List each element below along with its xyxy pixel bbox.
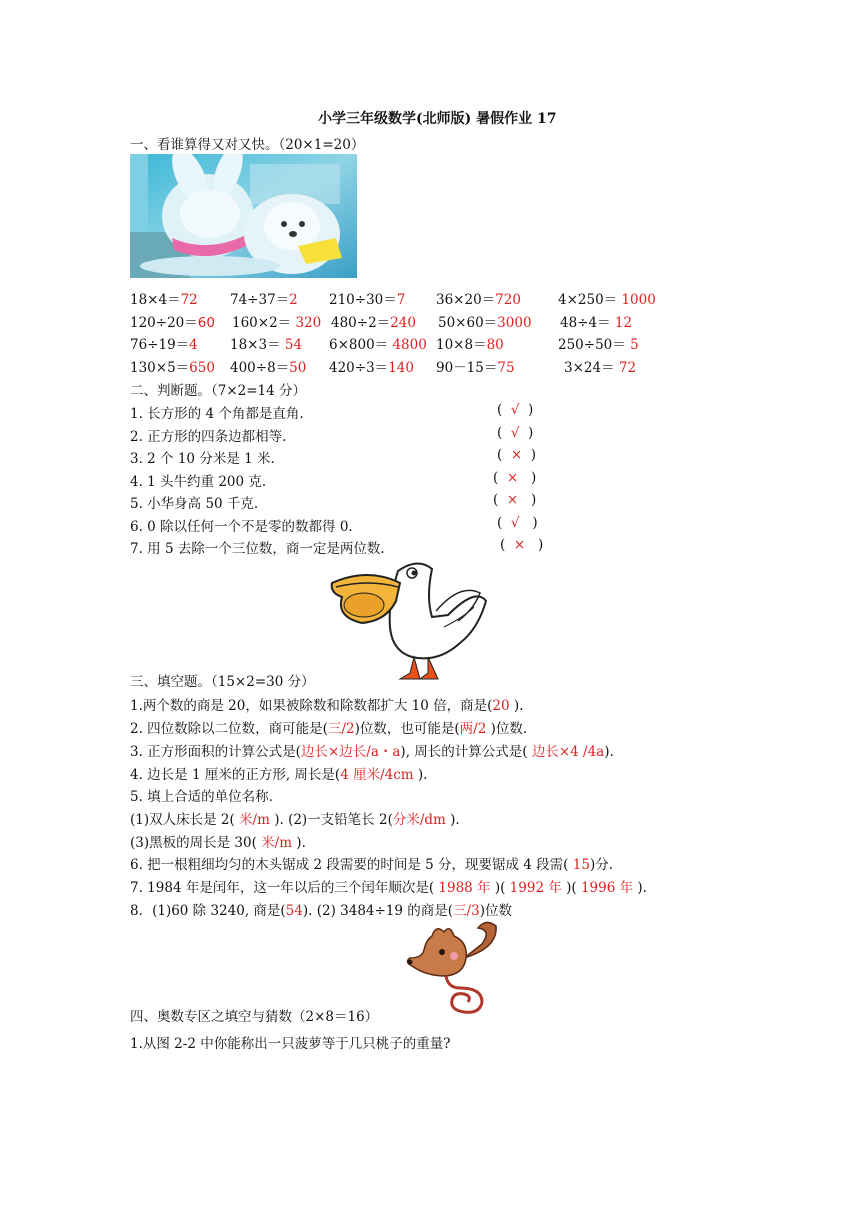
calc-item: 36×20＝720 [436, 292, 521, 308]
calc-item: 10×8＝80 [436, 337, 504, 353]
judge-item: 2. 正方形的四条边都相等. [130, 429, 287, 445]
fill-item-1: 1.两个数的商是 20，如果被除数和除数都扩大 10 倍，商是(20 ). [130, 698, 524, 714]
fill-item-6: 6. 把一根粗细均匀的木头锯成 2 段需要的时间是 5 分，现要锯成 4 段需( 15)分. [130, 857, 613, 873]
rabbit-bear-illustration [130, 154, 357, 278]
fill-item-5-1: (1)双人床长是 2( 米/m ). (2)一支铅笔长 2(分米/dm ). [130, 812, 460, 828]
calc-item: 120÷20＝60 [130, 315, 215, 331]
judge-item: 3. 2 个 10 分米是 1 米. [130, 451, 275, 467]
judge-item: 6. 0 除以任何一个不是零的数都得 0. [130, 519, 353, 535]
judge-answer: ( √ ) [497, 425, 534, 441]
calc-item: 48÷4＝ 12 [560, 315, 633, 331]
section3-heading: 三、填空题。（15×2=30 分） [130, 674, 315, 690]
section2-heading: 二、判断题。（7×2=14 分） [130, 383, 307, 399]
calc-item: 480÷2＝240 [331, 315, 416, 331]
fill-item-2: 2. 四位数除以二位数，商可能是(三/2)位数，也可能是(两/2 )位数. [130, 721, 528, 737]
calc-item: 3×24＝ 72 [564, 360, 637, 376]
judge-answer: ( × ) [500, 537, 544, 553]
squirrel-illustration [402, 918, 502, 1014]
calc-item: 250÷50＝ 5 [558, 337, 639, 353]
judge-item: 5. 小华身高 50 千克. [130, 496, 259, 512]
calc-item: 18×4＝72 [130, 292, 198, 308]
judge-item: 7. 用 5 去除一个三位数，商一定是两位数. [130, 541, 385, 557]
judge-answer: ( × ) [497, 447, 537, 463]
calc-item: 18×3＝ 54 [230, 337, 303, 353]
judge-answer: ( × ) [493, 470, 537, 486]
judge-answer: ( × ) [493, 492, 537, 508]
calc-item: 400÷8＝50 [230, 360, 307, 376]
judge-answer: ( √ ) [497, 515, 538, 531]
section4-heading: 四、奥数专区之填空与猜数（2×8＝16） [130, 1009, 379, 1025]
fill-item-4: 4. 边长是 1 厘米的正方形, 周长是(4 厘米/4cm ). [130, 767, 428, 783]
fill-item-7: 7. 1984 年是闰年，这一年以后的三个闰年顺次是( 1988 年 )( 1992 年 )( 1996 年 ). [130, 880, 647, 896]
calc-item: 130×5＝650 [130, 360, 215, 376]
calc-item: 76÷19＝4 [130, 337, 198, 353]
fill-item-5-3: (3)黑板的周长是 30( 米/m ). [130, 835, 306, 851]
judge-answer: ( √ ) [497, 402, 534, 418]
calc-item: 6×800＝ 4800 [329, 337, 427, 353]
calc-item: 90－15＝75 [436, 360, 515, 376]
page-title: 小学三年级数学(北师版) 暑假作业 17 [318, 111, 557, 127]
calc-item: 50×60＝3000 [438, 315, 532, 331]
calc-item: 210÷30＝7 [329, 292, 406, 308]
fill-item-3: 3. 正方形面积的计算公式是(边长×边长/a・a), 周长的计算公式是( 边长×4 /4a). [130, 744, 614, 760]
calc-item: 420÷3＝140 [329, 360, 414, 376]
calc-item: 74÷37＝2 [230, 292, 298, 308]
calc-item: 4×250＝ 1000 [558, 292, 656, 308]
judge-item: 4. 1 头牛约重 200 克. [130, 474, 267, 490]
calc-item: 160×2＝ 320 [232, 315, 322, 331]
fill-item-5: 5. 填上合适的单位名称. [130, 789, 273, 805]
section1-heading: 一、看谁算得又对又快。（20×1=20） [130, 137, 365, 153]
fill-item-8: 8．(1)60 除 3240, 商是(54). (2) 3484÷19 的商是(三/3)位数 [130, 903, 512, 919]
pelican-illustration [328, 557, 488, 685]
olympiad-question-1: 1.从图 2-2 中你能称出一只菠萝等于几只桃子的重量? [130, 1036, 451, 1052]
judge-item: 1. 长方形的 4 个角都是直角. [130, 406, 304, 422]
